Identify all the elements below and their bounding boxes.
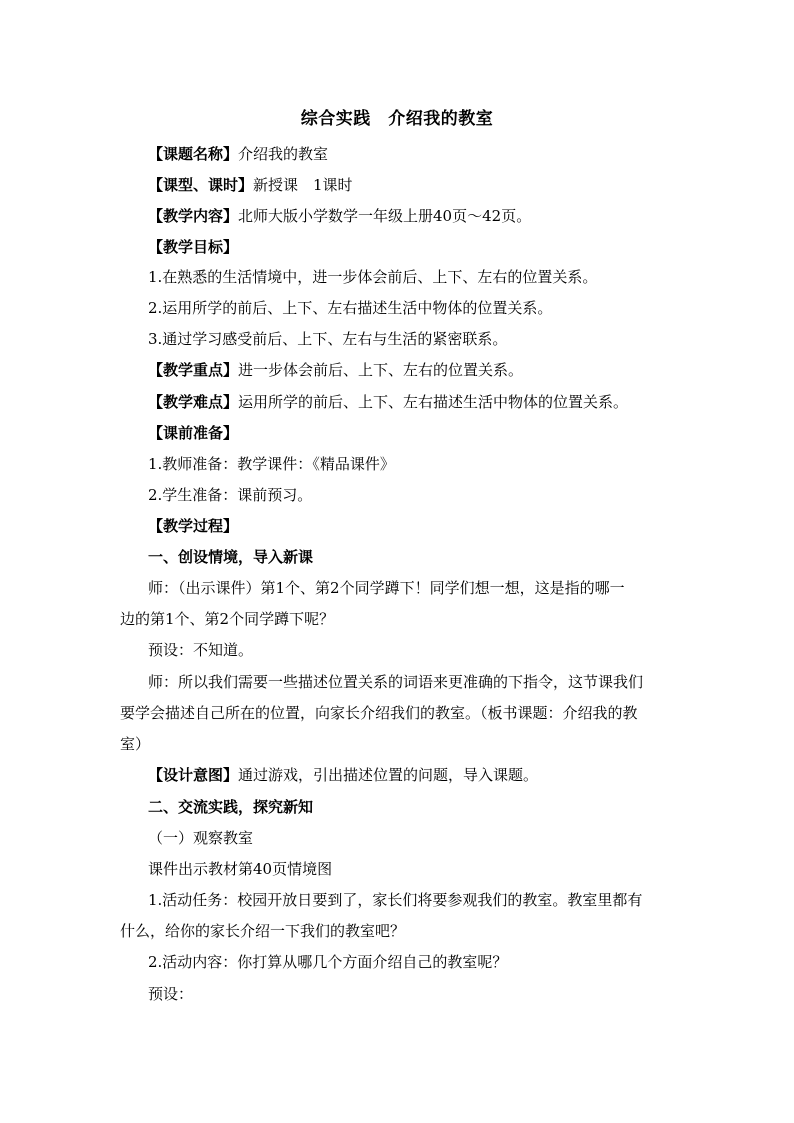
section-1-heading: 一、创设情境，导入新课	[148, 548, 314, 566]
course-name-label: 【课题名称】	[148, 145, 239, 163]
key-point-label: 【教学重点】	[148, 361, 239, 379]
difficulty-value: 运用所学的前后、上下、左右描述生活中物体的位置关系。	[238, 393, 629, 411]
design-intent-value: 通过游戏，引出描述位置的问题，导入课题。	[238, 766, 539, 784]
key-point-value: 进一步体会前后、上下、左右的位置关系。	[238, 361, 524, 379]
process-heading: 【教学过程】	[148, 517, 239, 535]
teacher-1-line-1: 师：（出示课件）第1个、第2个同学蹲下！同学们想一想，这是指的哪一	[148, 579, 625, 597]
task-line-1: 1.活动任务：校园开放日要到了，家长们将要参观我们的教室。教室里都有	[148, 891, 643, 909]
teacher-2-line-3: 室）	[120, 735, 151, 753]
preset-1: 预设：不知道。	[148, 641, 254, 659]
course-type-value: 新授课 1课时	[253, 176, 353, 194]
sub-1-heading: （一）观察教室	[148, 829, 254, 847]
difficulty-row	[148, 392, 628, 412]
content-label: 【教学内容】	[148, 207, 239, 225]
difficulty-label: 【教学难点】	[148, 393, 239, 411]
course-name-row	[148, 144, 328, 164]
teacher-1-line-2: 边的第1个、第2个同学蹲下呢？	[120, 610, 335, 628]
prep-heading: 【课前准备】	[148, 424, 239, 442]
task-line-2: 什么，给你的家长介绍一下我们的教室吧？	[120, 922, 406, 940]
goal-item-3: 3.通过学习感受前后、上下、左右与生活的紧密联系。	[148, 330, 508, 348]
prep-item-2: 2.学生准备：课前预习。	[148, 486, 313, 504]
courseware-line: 课件出示教材第40页情境图	[148, 860, 333, 878]
section-2-heading: 二、交流实践，探究新知	[148, 798, 314, 816]
teacher-2-line-1: 师：所以我们需要一些描述位置关系的词语来更准确的下指令，这节课我们	[148, 673, 644, 691]
content-row	[148, 206, 531, 226]
design-intent-label: 【设计意图】	[148, 766, 239, 784]
page-title: 综合实践 介绍我的教室	[300, 109, 494, 129]
goal-item-1: 1.在熟悉的生活情境中，进一步体会前后、上下、左右的位置关系。	[148, 268, 598, 286]
course-name-value: 介绍我的教室	[238, 145, 329, 163]
key-point-row	[148, 360, 523, 380]
preset-2: 预设：	[148, 985, 194, 1003]
goals-heading: 【教学目标】	[148, 238, 239, 256]
teacher-2-line-2: 要学会描述自己所在的位置，向家长介绍我们的教室。（板书课题：介绍我的教	[120, 704, 638, 722]
design-intent-row	[148, 765, 538, 785]
course-type-label: 【课型、课时】	[148, 176, 254, 194]
prep-item-1: 1.教师准备：教学课件：《精品课件》	[148, 455, 395, 473]
course-type-row	[148, 175, 353, 195]
activity-line: 2.活动内容：你打算从哪几个方面介绍自己的教室呢？	[148, 953, 508, 971]
content-value: 北师大版小学数学一年级上册40页～42页。	[238, 207, 532, 225]
goal-item-2: 2.运用所学的前后、上下、左右描述生活中物体的位置关系。	[148, 299, 553, 317]
